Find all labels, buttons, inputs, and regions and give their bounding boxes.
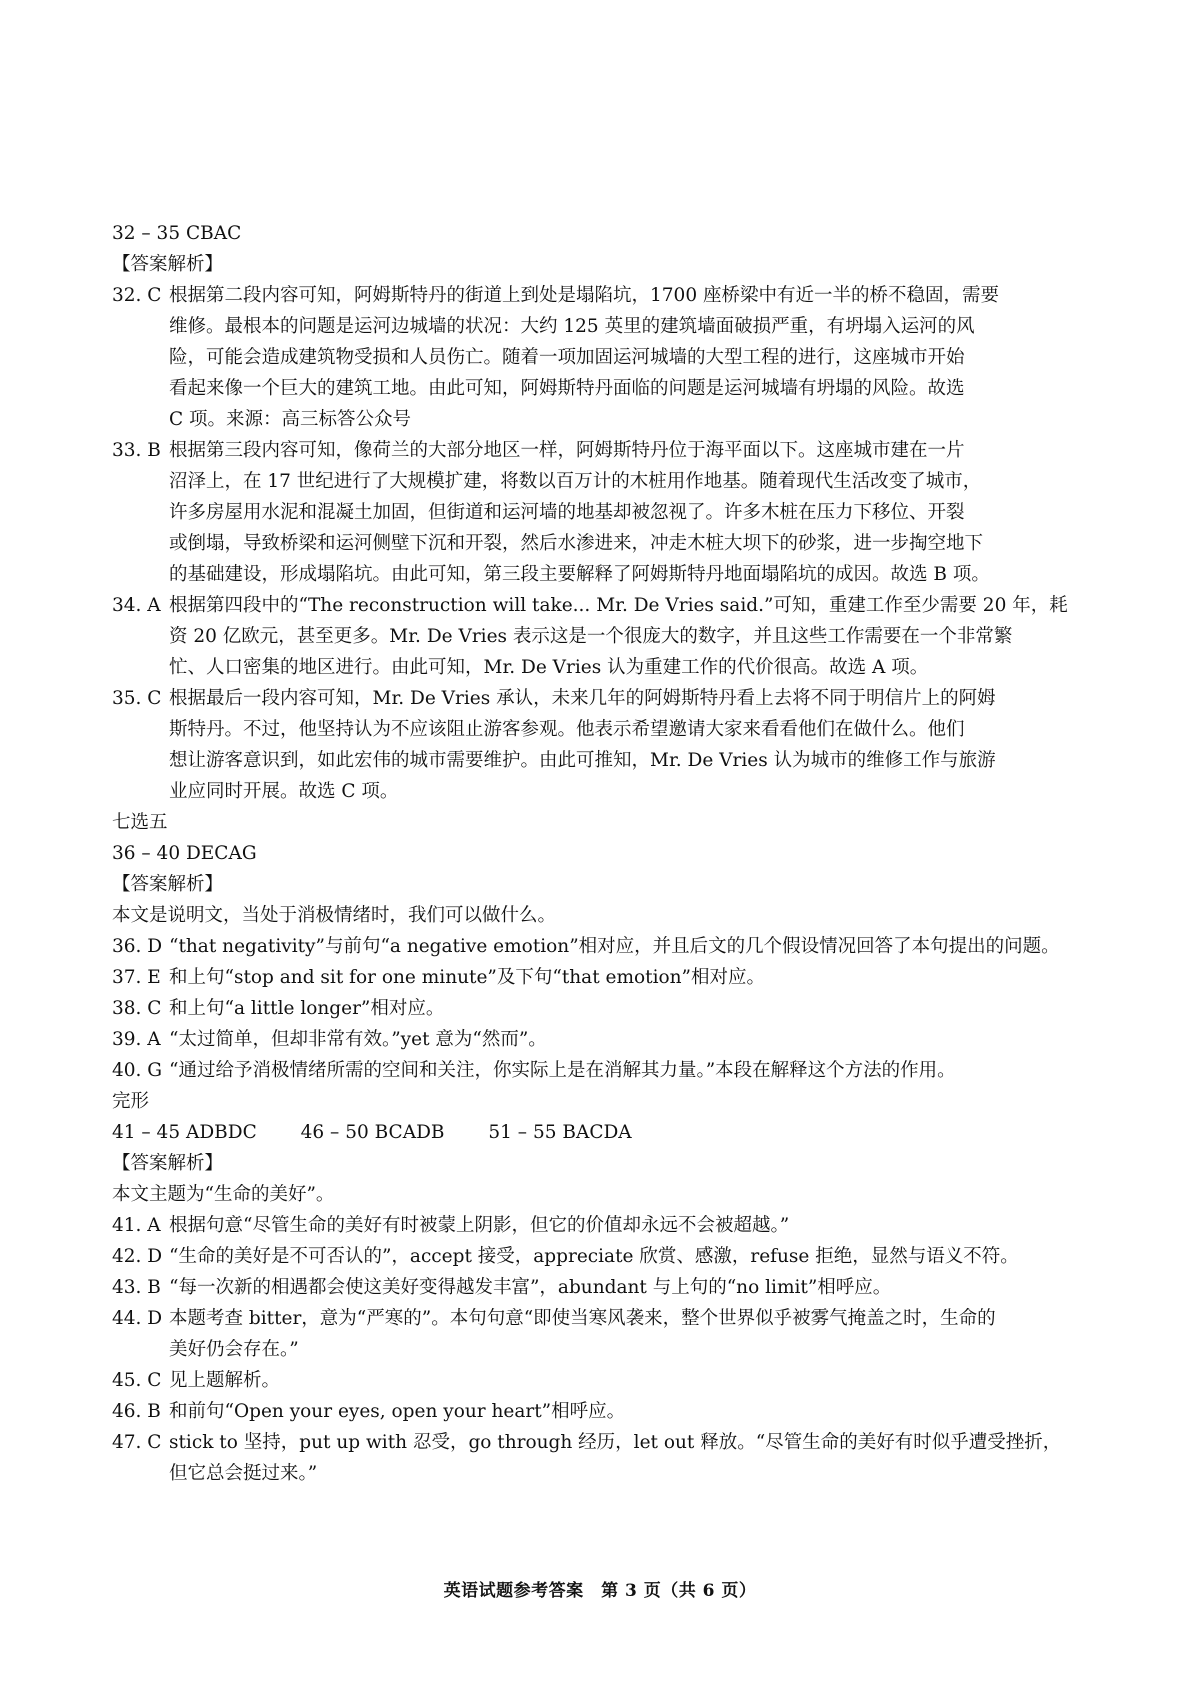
section-heading: 【答案解析】: [112, 874, 224, 895]
explanation-list: [112, 1210, 1097, 1489]
explanation-line: 根据第二段内容可知，阿姆斯特丹的街道上到处是塌陷坑，1700 座桥梁中有近一半的桥不稳固，需要: [169, 285, 999, 306]
explanation-list: [112, 931, 1097, 1086]
explanation-line: stick to 坚持，put up with 忍受，go through 经历，let out 释放。“尽管生命的美好有时似乎遭受挫折，: [169, 1432, 1062, 1453]
explanation-line: 本题考查 bitter，意为“严寒的”。本句句意“即使当寒风袭来，整个世界似乎被雾气掩盖之时，生命的: [169, 1308, 996, 1329]
explanation-line: 或倒塌，导致桥梁和运河侧壁下沉和开裂，然后水渗进来，冲走木桩大坝下的砂浆，进一步掏空地下: [169, 533, 984, 554]
explanation-line: 的基础建设，形成塌陷坑。由此可知，第三段主要解释了阿姆斯特丹地面塌陷坑的成因。故选 B 项。: [169, 564, 990, 585]
explanation-line: 想让游客意识到，如此宏伟的城市需要维护。由此可推知，Mr. De Vries 认为城市的维修工作与旅游: [169, 750, 996, 771]
explanation-line: 见上题解析。: [169, 1370, 281, 1391]
explanation-text: [169, 962, 1097, 993]
explanation-text: [169, 590, 1097, 683]
explanation-line: 根据最后一段内容可知，Mr. De Vries 承认，未来几年的阿姆斯特丹看上去将不同于明信片上的阿姆: [169, 688, 996, 709]
explanation-item: [112, 1055, 1097, 1086]
explanation-text: [169, 1024, 1097, 1055]
explanation-text: [169, 931, 1097, 962]
explanation-line: “每一次新的相遇都会使这美好变得越发丰富”，abundant 与上句的“no limit”相呼应。: [169, 1277, 892, 1298]
section-intro: 本文是说明文，当处于消极情绪时，我们可以做什么。: [112, 905, 557, 926]
explanation-item: [112, 1210, 1097, 1241]
question-number: 40. G: [112, 1060, 163, 1081]
question-number: 38. C: [112, 998, 162, 1019]
explanation-item: [112, 1427, 1097, 1489]
question-number: 47. C: [112, 1432, 162, 1453]
question-number: 45. C: [112, 1370, 162, 1391]
answer-key: 46 – 50 BCADB: [300, 1122, 445, 1143]
explanation-text: [169, 280, 1097, 435]
question-number: 39. A: [112, 1029, 161, 1050]
explanation-line: 业应同时开展。故选 C 项。: [169, 781, 399, 802]
section-intro: 本文主题为“生命的美好”。: [112, 1184, 335, 1205]
explanation-text: [169, 1365, 1097, 1396]
explanation-text: [169, 1396, 1097, 1427]
answer-page: [112, 218, 1097, 1489]
question-number: 36. D: [112, 936, 163, 957]
explanation-text: [169, 1427, 1097, 1489]
explanation-item: [112, 1303, 1097, 1365]
explanation-line: 沼泽上，在 17 世纪进行了大规模扩建，将数以百万计的木桩用作地基。随着现代生活改变了城市，: [169, 471, 982, 492]
explanation-line: 和上句“stop and sit for one minute”及下句“that emotion”相对应。: [169, 967, 766, 988]
question-number: 34. A: [112, 595, 161, 616]
explanation-text: [169, 683, 1097, 807]
explanation-line: 和上句“a little longer”相对应。: [169, 998, 445, 1019]
answer-key: 51 – 55 BACDA: [488, 1122, 632, 1143]
page-footer: 英语试题参考答案 第 3 页（共 6 页）: [443, 1581, 757, 1601]
explanation-line: C 项。来源：高三标答公众号: [169, 409, 412, 430]
section-answers: 36 – 40 DECAG: [112, 843, 257, 864]
explanation-line: 忙、人口密集的地区进行。由此可知，Mr. De Vries 认为重建工作的代价很高。故选 A 项。: [169, 657, 929, 678]
explanation-line: 美好仍会存在。”: [169, 1339, 299, 1360]
explanation-text: [169, 1303, 1097, 1365]
explanation-line: 资 20 亿欧元，甚至更多。Mr. De Vries 表示这是一个很庞大的数字，并且这些工作需要在一个非常繁: [169, 626, 1013, 647]
explanation-line: “that negativity”与前句“a negative emotion”相对应，并且后文的几个假设情况回答了本句提出的问题。: [169, 936, 1060, 957]
question-number: 43. B: [112, 1277, 161, 1298]
explanation-line: 看起来像一个巨大的建筑工地。由此可知，阿姆斯特丹面临的问题是运河城墙有坍塌的风险。故选: [169, 378, 965, 399]
explanation-item: [112, 683, 1097, 807]
section-answers: [112, 1117, 1097, 1148]
explanation-line: 维修。最根本的问题是运河边城墙的状况：大约 125 英里的建筑墙面破损严重，有坍塌入运河的风: [169, 316, 975, 337]
explanation-item: [112, 1241, 1097, 1272]
section-answers: 32 – 35 CBAC: [112, 223, 242, 244]
explanation-text: [169, 1210, 1097, 1241]
explanation-line: “生命的美好是不可否认的”，accept 接受，appreciate 欣赏、感激，refuse 拒绝，显然与语义不符。: [169, 1246, 1019, 1267]
section-heading: 【答案解析】: [112, 254, 224, 275]
explanation-line: 斯特丹。不过，他坚持认为不应该阻止游客参观。他表示希望邀请大家来看看他们在做什么。他们: [169, 719, 965, 740]
explanation-text: [169, 993, 1097, 1024]
question-number: 37. E: [112, 967, 161, 988]
question-number: 42. D: [112, 1246, 163, 1267]
explanation-line: 根据第三段内容可知，像荷兰的大部分地区一样，阿姆斯特丹位于海平面以下。这座城市建在一片: [169, 440, 965, 461]
explanation-line: 但它总会挺过来。”: [169, 1463, 318, 1484]
question-number: 44. D: [112, 1308, 163, 1329]
explanation-item: [112, 1365, 1097, 1396]
explanation-text: [169, 435, 1097, 590]
explanation-item: [112, 993, 1097, 1024]
explanation-text: [169, 1272, 1097, 1303]
explanation-item: [112, 590, 1097, 683]
explanation-line: “通过给予消极情绪所需的空间和关注，你实际上是在消解其力量。”本段在解释这个方法的作用。: [169, 1060, 956, 1081]
explanation-item: [112, 1272, 1097, 1303]
question-number: 35. C: [112, 688, 162, 709]
explanation-text: [169, 1241, 1097, 1272]
section-title: 完形: [112, 1091, 150, 1112]
question-number: 32. C: [112, 285, 162, 306]
explanation-item: [112, 280, 1097, 435]
section-title: 七选五: [112, 812, 168, 833]
explanation-line: 险，可能会造成建筑物受损和人员伤亡。随着一项加固运河城墙的大型工程的进行，这座城市开始: [169, 347, 965, 368]
explanation-line: 根据句意“尽管生命的美好有时被蒙上阴影，但它的价值却永远不会被超越。”: [169, 1215, 790, 1236]
explanation-text: [169, 1055, 1097, 1086]
explanation-item: [112, 931, 1097, 962]
explanation-list: [112, 280, 1097, 807]
explanation-item: [112, 1396, 1097, 1427]
section-heading: 【答案解析】: [112, 1153, 224, 1174]
explanation-line: 根据第四段中的“The reconstruction will take... Mr. De Vries said.”可知，重建工作至少需要 20 年，耗: [169, 595, 1068, 616]
question-number: 41. A: [112, 1215, 161, 1236]
question-number: 46. B: [112, 1401, 161, 1422]
explanation-line: 许多房屋用水泥和混凝土加固，但街道和运河墙的地基却被忽视了。许多木桩在压力下移位、开裂: [169, 502, 965, 523]
answer-key: 41 – 45 ADBDC: [112, 1122, 257, 1143]
explanation-line: “太过简单，但却非常有效。”yet 意为“然而”。: [169, 1029, 547, 1050]
explanation-item: [112, 435, 1097, 590]
explanation-line: 和前句“Open your eyes, open your heart”相呼应。: [169, 1401, 626, 1422]
explanation-item: [112, 1024, 1097, 1055]
question-number: 33. B: [112, 440, 161, 461]
explanation-item: [112, 962, 1097, 993]
